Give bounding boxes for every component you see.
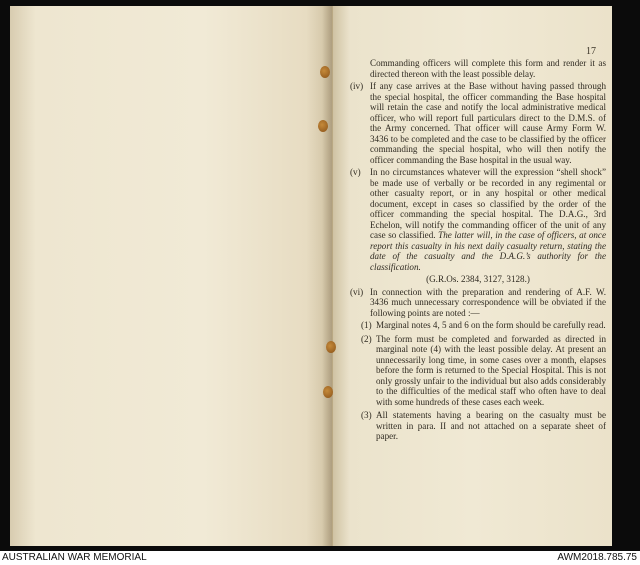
accession-number: AWM2018.785.75 [557, 552, 637, 563]
paragraph-vi [350, 287, 606, 319]
list-item [350, 334, 606, 408]
list-item-text: All statements having a bearing on the casualty must be written in para. II and not attached on a separate sheet of paper. [376, 410, 606, 441]
list-item-marker: (2) [361, 333, 372, 344]
page-text [350, 58, 606, 445]
list-item-text: The form must be completed and forwarded as directed in marginal note (4) with the least possible delay. At present an unnecessarily long time, in some cases over a month, elapses before the form is returned to the Special Hospital. This is not only grossly unfair to the individual but also adds considerably to the difficulties of the medical staff who often have to deal with some hundreds of these cases each week. [376, 333, 606, 407]
gutter-shadow [322, 6, 332, 546]
paragraph-text: In connection with the preparation and rendering of A.F. W. 3436 much unnecessary correspondence will be obviated if the following points are noted :— [370, 286, 606, 318]
page-number: 17 [586, 46, 596, 57]
binding-stain [326, 341, 336, 353]
binding-stain [323, 386, 333, 398]
paragraph-marker: (v) [350, 167, 361, 177]
paragraph-text: In no circumstances whatever will the expression “shell shock” be made use of verbally or be recorded in any regimental or other casualty report, or in any hospital or other medical document, except in cases so classified by the order of the officer commanding the special hospital. The D.A.G., 3rd Echelon, will notify the commanding officer of the unit of any case so classified. [370, 167, 606, 240]
paragraph-italic-text: The latter will, in the case of officers, at once report this casualty in his next daily casualty return, stating the date of the casualty and the D.A.G.’s authority for the classification. [370, 230, 606, 272]
paragraph-v [350, 167, 606, 272]
paragraph-text: If any case arrives at the Base without having passed through the special hospital, the officer commanding the Base hospital will retain the case and notify the local administrative medical officer, who will report full particulars direct to the D.M.S. of the Army concerned. That officer will cause Army Form W. 3436 to be completed and the case to be classified by the officer commanding the special hospital, who will then notify the officer commanding the Base hospital in the usual way. [370, 81, 606, 165]
list-item-marker: (3) [361, 410, 372, 420]
list-item [350, 320, 606, 331]
left-page-blank [10, 6, 333, 546]
paragraph-iv [350, 81, 606, 165]
binding-stain [318, 120, 328, 132]
list-item-marker: (1) [361, 320, 372, 330]
order-reference: (G.R.Os. 2384, 3127, 3128.) [426, 274, 530, 284]
list-item-text: Marginal notes 4, 5 and 6 on the form should be carefully read. [376, 320, 606, 330]
binding-stain [320, 66, 330, 78]
caption-bar [0, 551, 640, 565]
institution-caption: AUSTRALIAN WAR MEMORIAL [2, 552, 147, 563]
intro-paragraph: Commanding officers will complete this form and render it as directed thereon with the least possible delay. [370, 58, 606, 79]
paragraph-marker: (iv) [350, 81, 364, 91]
list-item [350, 410, 606, 442]
paragraph-marker: (vi) [350, 286, 364, 297]
